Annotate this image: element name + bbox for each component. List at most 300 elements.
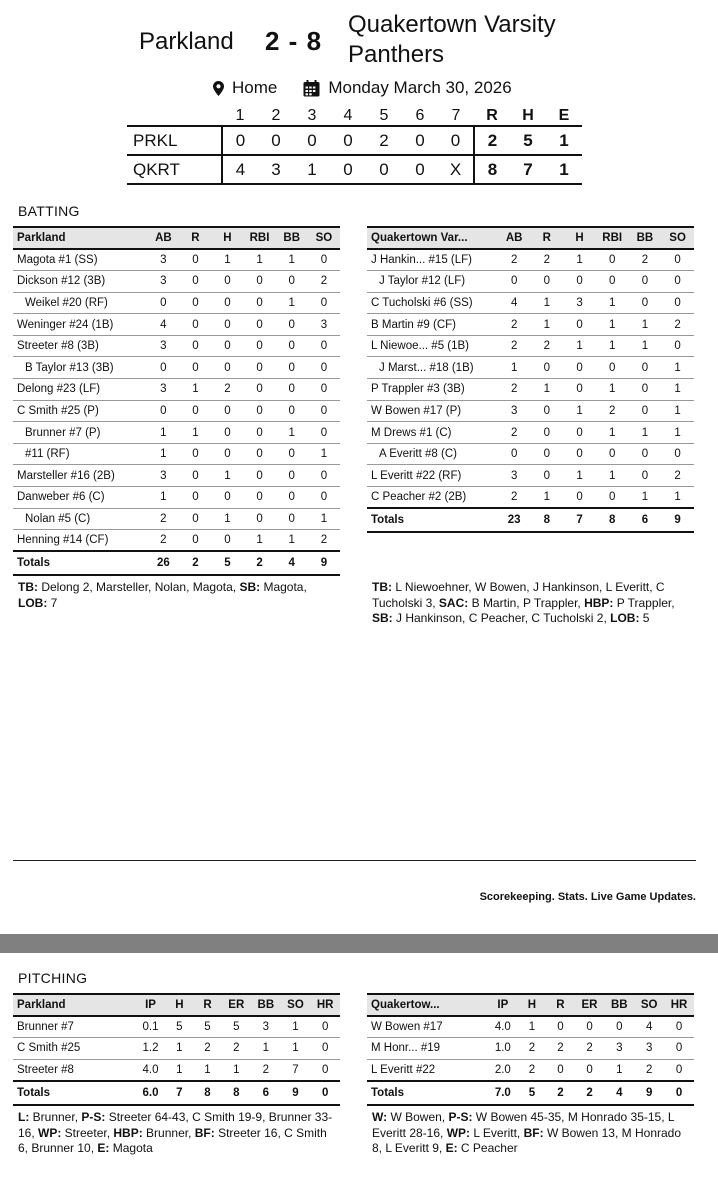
team-column-header: Parkland <box>13 227 147 249</box>
stat-cell: 2 <box>147 530 179 552</box>
player-name: J Hankin... #15 (LF) <box>367 249 498 271</box>
section-divider <box>13 860 696 861</box>
note-text: Delong 2, Marsteller, Nolan, Magota, <box>38 580 240 594</box>
stat-cell: 0 <box>179 314 211 336</box>
stat-cell: 0 <box>308 335 340 357</box>
note-label: P-S: <box>81 1110 106 1124</box>
stat-column-header: ER <box>222 994 252 1016</box>
home-team-name: Quakertown Varsity Panthers <box>348 11 556 68</box>
player-name: Streeter #8 <box>13 1059 136 1081</box>
stat-cell: 0 <box>179 530 211 552</box>
totals-cell: 23 <box>498 508 531 532</box>
inning-score: 0 <box>366 155 402 184</box>
stat-cell: 1 <box>596 422 629 444</box>
note-text: C Peacher <box>457 1141 518 1155</box>
errors-total: 1 <box>546 126 582 155</box>
inning-score: 0 <box>258 126 294 155</box>
stat-cell: 0 <box>530 443 563 465</box>
table-row <box>367 465 694 487</box>
stat-cell: 3 <box>147 379 179 401</box>
stat-cell: 0 <box>629 465 662 487</box>
player-name: B Taylor #13 (3B) <box>13 357 147 379</box>
hits-header: H <box>522 106 534 124</box>
stat-cell: 1 <box>530 487 563 509</box>
stat-cell: 4.0 <box>488 1016 518 1038</box>
stat-cell: 0 <box>243 487 275 509</box>
stat-column-header: AB <box>147 227 179 249</box>
stat-column-header: SO <box>308 227 340 249</box>
stat-cell: 1 <box>308 443 340 465</box>
totals-cell: 6.0 <box>136 1081 166 1105</box>
stat-cell: 1 <box>629 335 662 357</box>
stat-cell: 0 <box>661 443 694 465</box>
stat-cell: 0 <box>147 400 179 422</box>
inning-score: 0 <box>330 126 366 155</box>
player-name: Magota #1 (SS) <box>13 249 147 271</box>
stat-cell: 1 <box>147 487 179 509</box>
player-name: Streeter #8 (3B) <box>13 335 147 357</box>
stat-cell: 0 <box>530 271 563 293</box>
stat-cell: 0 <box>661 249 694 271</box>
calendar-icon <box>303 80 320 97</box>
note-text: L Niewoehner, W Bowen, J Hankinson, L Everitt, C Tucholski 3, <box>372 580 665 610</box>
stat-cell: 0 <box>308 487 340 509</box>
note-text: J Hankinson, C Peacher, C Tucholski 2, <box>392 611 611 625</box>
stat-cell: 0 <box>243 357 275 379</box>
stat-column-header: SO <box>634 994 664 1016</box>
stat-cell: 2 <box>498 379 531 401</box>
table-row <box>367 487 694 509</box>
stat-column-header: SO <box>661 227 694 249</box>
stat-cell: 1 <box>193 1059 221 1081</box>
note-label: W: <box>372 1110 388 1124</box>
stat-cell: 0 <box>575 1016 605 1038</box>
inning-score: 0 <box>402 155 438 184</box>
stat-cell: 1 <box>629 314 662 336</box>
stat-cell: 0 <box>546 1016 574 1038</box>
stat-cell: 1 <box>596 335 629 357</box>
runs-header: R <box>486 106 498 124</box>
stat-cell: 0 <box>147 357 179 379</box>
stat-cell: 0 <box>661 335 694 357</box>
stat-cell: 1 <box>165 1059 193 1081</box>
stat-cell: 2 <box>546 1038 574 1060</box>
stat-cell: 0 <box>211 357 243 379</box>
stat-cell: 2 <box>147 508 179 530</box>
stat-cell: 0 <box>308 422 340 444</box>
stat-cell: 0 <box>276 487 308 509</box>
inning-score: 1 <box>294 155 330 184</box>
stat-cell: 1 <box>629 422 662 444</box>
stat-cell: 2 <box>575 1038 605 1060</box>
stat-cell: 1 <box>563 400 596 422</box>
note-text: W Bowen, <box>387 1110 449 1124</box>
player-name: M Honr... #19 <box>367 1038 488 1060</box>
note-label: E: <box>445 1141 458 1155</box>
inning-score: 0 <box>438 126 474 155</box>
table-header-row <box>367 994 694 1016</box>
stat-cell: 0 <box>179 271 211 293</box>
note-label: HBP: <box>113 1125 143 1140</box>
stat-cell: 2 <box>596 400 629 422</box>
stat-cell: 1 <box>596 314 629 336</box>
stat-cell: 3 <box>147 249 179 271</box>
stat-cell: 0 <box>629 379 662 401</box>
inning-score: 0 <box>222 126 258 155</box>
player-name: Marsteller #16 (2B) <box>13 465 147 487</box>
stat-column-header: H <box>563 227 596 249</box>
stat-cell: 2 <box>498 422 531 444</box>
stat-cell: 0 <box>179 465 211 487</box>
stat-cell: 0 <box>629 443 662 465</box>
stat-cell: 2 <box>661 465 694 487</box>
stat-cell: 1 <box>276 292 308 314</box>
stat-cell: 2 <box>251 1059 281 1081</box>
pitching-table-home <box>367 993 694 1106</box>
batting-section-title: BATTING <box>18 203 80 219</box>
stat-cell: 0 <box>664 1059 694 1081</box>
stat-cell: 4 <box>634 1016 664 1038</box>
stat-cell: 0 <box>596 249 629 271</box>
stat-cell: 0 <box>276 465 308 487</box>
table-row <box>367 443 694 465</box>
stat-cell: 3 <box>147 465 179 487</box>
stat-cell: 0 <box>498 271 531 293</box>
stat-cell: 0 <box>211 422 243 444</box>
stat-column-header: RBI <box>243 227 275 249</box>
stat-cell: 2 <box>629 249 662 271</box>
totals-cell: 4 <box>276 551 308 575</box>
stat-cell: 0 <box>310 1016 340 1038</box>
stat-column-header: IP <box>136 994 166 1016</box>
stat-cell: 2 <box>518 1038 546 1060</box>
stat-cell: 0 <box>596 357 629 379</box>
stat-cell: 2 <box>498 335 531 357</box>
table-row <box>367 1038 694 1060</box>
table-row <box>13 422 340 444</box>
stat-cell: 0 <box>664 1038 694 1060</box>
stat-cell: 1 <box>222 1059 252 1081</box>
totals-cell: 7 <box>165 1081 193 1105</box>
note-text: W Bowen 45-35, M Honrado 35-15, L Everitt 28-16, <box>372 1110 675 1140</box>
table-row <box>367 335 694 357</box>
note-text: Streeter, <box>61 1125 114 1140</box>
stat-cell: 0 <box>661 292 694 314</box>
stat-column-header: R <box>179 227 211 249</box>
stat-cell: 0 <box>147 292 179 314</box>
stat-cell: 0 <box>310 1059 340 1081</box>
stat-cell: 1 <box>281 1038 311 1060</box>
table-row <box>13 357 340 379</box>
stat-cell: 1 <box>563 249 596 271</box>
stat-cell: 1 <box>243 530 275 552</box>
note-text: 5 <box>639 611 650 625</box>
stat-cell: 0 <box>211 443 243 465</box>
stat-cell: 0 <box>563 487 596 509</box>
table-row <box>13 379 340 401</box>
player-name: #11 (RF) <box>13 443 147 465</box>
stat-cell: 0 <box>276 271 308 293</box>
hits-total: 5 <box>510 126 546 155</box>
stat-cell: 3 <box>563 292 596 314</box>
totals-cell: 8 <box>193 1081 221 1105</box>
stat-cell: 4 <box>498 292 531 314</box>
note-label: L: <box>18 1110 30 1124</box>
table-row <box>13 487 340 509</box>
stat-column-header: H <box>211 227 243 249</box>
stat-cell: 1 <box>211 465 243 487</box>
note-label: BF: <box>194 1125 215 1140</box>
player-name: J Marst... #18 (1B) <box>367 357 498 379</box>
stat-cell: 0 <box>179 357 211 379</box>
location-label: Home <box>232 78 278 97</box>
player-name: L Everitt #22 <box>367 1059 488 1081</box>
note-text: Brunner, <box>142 1125 195 1140</box>
stat-cell: 1 <box>661 357 694 379</box>
batting-table-away <box>13 226 340 576</box>
table-row <box>13 508 340 530</box>
stat-cell: 1 <box>498 357 531 379</box>
stat-cell: 0.1 <box>136 1016 166 1038</box>
table-row <box>367 379 694 401</box>
stat-cell: 1 <box>661 379 694 401</box>
stat-cell: 0 <box>243 443 275 465</box>
stat-column-header: HR <box>310 994 340 1016</box>
totals-label: Totals <box>367 1081 488 1105</box>
stat-cell: 2 <box>634 1059 664 1081</box>
inning-score: X <box>438 155 474 184</box>
table-row <box>13 271 340 293</box>
stat-cell: 0 <box>563 271 596 293</box>
note-text: Streeter 16, C Smith 6, Brunner 10, <box>18 1125 327 1155</box>
stat-cell: 0 <box>546 1059 574 1081</box>
totals-cell: 9 <box>634 1081 664 1105</box>
stat-cell: 2 <box>661 314 694 336</box>
player-name: C Smith #25 <box>13 1038 136 1060</box>
totals-row <box>367 508 694 532</box>
inning-score: 0 <box>402 126 438 155</box>
stat-cell: 0 <box>243 465 275 487</box>
note-text: Streeter 64-43, C Smith 19-9, Brunner 33-16, <box>18 1110 333 1140</box>
inning-header: 5 <box>379 106 389 124</box>
totals-label: Totals <box>367 508 498 532</box>
stat-cell: 0 <box>596 487 629 509</box>
stat-cell: 0 <box>179 249 211 271</box>
stat-cell: 1 <box>563 465 596 487</box>
stat-cell: 1 <box>276 530 308 552</box>
stat-cell: 3 <box>147 335 179 357</box>
player-name: Dickson #12 (3B) <box>13 271 147 293</box>
pitching-section-title: PITCHING <box>18 970 88 986</box>
stat-cell: 1 <box>661 400 694 422</box>
totals-row <box>13 551 340 575</box>
player-name: Brunner #7 (P) <box>13 422 147 444</box>
stat-column-header: BB <box>604 994 634 1016</box>
inning-header: 2 <box>271 106 281 124</box>
note-text: Brunner, <box>29 1110 82 1124</box>
stat-column-header: BB <box>251 994 281 1016</box>
note-text: P Trappler, <box>613 595 675 610</box>
table-row <box>13 443 340 465</box>
stat-cell: 0 <box>596 443 629 465</box>
stat-cell: 0 <box>243 271 275 293</box>
table-row <box>13 1016 340 1038</box>
stat-cell: 0 <box>179 487 211 509</box>
table-row <box>367 249 694 271</box>
note-label: SAC: <box>438 595 469 610</box>
player-name: L Everitt #22 (RF) <box>367 465 498 487</box>
stat-cell: 3 <box>634 1038 664 1060</box>
stat-cell: 5 <box>193 1016 221 1038</box>
stat-cell: 0 <box>308 292 340 314</box>
team-column-header: Parkland <box>13 994 136 1016</box>
stat-cell: 0 <box>596 271 629 293</box>
stat-cell: 0 <box>276 443 308 465</box>
stat-cell: 1 <box>596 465 629 487</box>
player-name: P Trappler #3 (3B) <box>367 379 498 401</box>
stat-cell: 0 <box>563 379 596 401</box>
note-label: SB: <box>372 611 393 625</box>
table-row <box>367 422 694 444</box>
stat-cell: 1 <box>629 487 662 509</box>
stat-cell: 0 <box>211 530 243 552</box>
stat-column-header: BB <box>276 227 308 249</box>
note-label: WP: <box>38 1125 62 1140</box>
stat-cell: 0 <box>563 422 596 444</box>
linescore-row-home <box>127 155 582 184</box>
totals-cell: 9 <box>661 508 694 532</box>
totals-cell: 26 <box>147 551 179 575</box>
totals-row <box>13 1081 340 1105</box>
inning-header: 4 <box>343 106 353 124</box>
pitching-table-away <box>13 993 340 1106</box>
errors-header: E <box>558 106 570 124</box>
totals-row <box>367 1081 694 1105</box>
player-name: C Smith #25 (P) <box>13 400 147 422</box>
batting-notes-home <box>372 580 690 627</box>
totals-cell: 2 <box>546 1081 574 1105</box>
stat-cell: 0 <box>276 357 308 379</box>
inning-score: 3 <box>258 155 294 184</box>
errors-total: 1 <box>546 155 582 184</box>
totals-cell: 8 <box>222 1081 252 1105</box>
table-row <box>367 1016 694 1038</box>
stat-cell: 1 <box>518 1016 546 1038</box>
stat-cell: 0 <box>310 1038 340 1060</box>
stat-cell: 0 <box>563 443 596 465</box>
hits-total: 7 <box>510 155 546 184</box>
stat-cell: 3 <box>498 400 531 422</box>
stat-cell: 0 <box>629 271 662 293</box>
stat-cell: 1 <box>661 487 694 509</box>
stat-cell: 0 <box>530 422 563 444</box>
table-row <box>367 314 694 336</box>
stat-cell: 5 <box>222 1016 252 1038</box>
stat-cell: 0 <box>498 443 531 465</box>
inning-score: 0 <box>294 126 330 155</box>
stat-cell: 0 <box>243 335 275 357</box>
player-name: W Bowen #17 (P) <box>367 400 498 422</box>
table-row <box>367 292 694 314</box>
stat-cell: 3 <box>147 271 179 293</box>
totals-cell: 5 <box>518 1081 546 1105</box>
stat-cell: 0 <box>664 1016 694 1038</box>
totals-cell: 2 <box>575 1081 605 1105</box>
stat-cell: 4.0 <box>136 1059 166 1081</box>
map-pin-icon <box>213 81 224 96</box>
stat-cell: 1 <box>179 379 211 401</box>
pitching-notes-away <box>18 1110 340 1157</box>
totals-cell: 4 <box>604 1081 634 1105</box>
note-label: SB: <box>239 580 261 594</box>
stat-column-header: H <box>518 994 546 1016</box>
totals-cell: 0 <box>664 1081 694 1105</box>
stat-cell: 0 <box>530 465 563 487</box>
note-label: HBP: <box>584 595 614 610</box>
stat-cell: 5 <box>165 1016 193 1038</box>
table-header-row <box>13 227 340 249</box>
player-name: C Tucholski #6 (SS) <box>367 292 498 314</box>
stat-column-header: R <box>546 994 574 1016</box>
stat-column-header: AB <box>498 227 531 249</box>
stat-column-header: H <box>165 994 193 1016</box>
stat-cell: 0 <box>276 379 308 401</box>
table-row <box>13 400 340 422</box>
stat-cell: 1 <box>281 1016 311 1038</box>
team-column-header: Quakertow... <box>367 994 488 1016</box>
team-abbr: PRKL <box>127 126 222 155</box>
stat-cell: 0 <box>243 379 275 401</box>
player-name: Weninger #24 (1B) <box>13 314 147 336</box>
team-column-header: Quakertown Var... <box>367 227 498 249</box>
stat-cell: 0 <box>243 400 275 422</box>
stat-cell: 1 <box>179 422 211 444</box>
player-name: Weikel #20 (RF) <box>13 292 147 314</box>
inning-score: 4 <box>222 155 258 184</box>
stat-cell: 0 <box>243 508 275 530</box>
stat-cell: 0 <box>629 400 662 422</box>
stat-column-header: R <box>530 227 563 249</box>
totals-cell: 9 <box>281 1081 311 1105</box>
stat-cell: 0 <box>629 292 662 314</box>
stat-cell: 0 <box>661 271 694 293</box>
game-meta <box>213 78 512 98</box>
note-label: LOB: <box>610 611 640 625</box>
totals-cell: 2 <box>243 551 275 575</box>
stat-cell: 0 <box>243 314 275 336</box>
stat-column-header: RBI <box>596 227 629 249</box>
note-text: 7 <box>47 595 58 610</box>
note-label: TB: <box>18 580 38 594</box>
inning-score: 0 <box>330 155 366 184</box>
stat-cell: 1 <box>563 335 596 357</box>
stat-cell: 0 <box>179 292 211 314</box>
stat-column-header: HR <box>664 994 694 1016</box>
stat-cell: 0 <box>211 271 243 293</box>
stat-cell: 1 <box>661 422 694 444</box>
stat-cell: 2 <box>308 530 340 552</box>
totals-cell: 0 <box>310 1081 340 1105</box>
game-date: Monday March 30, 2026 <box>328 78 512 97</box>
stat-cell: 0 <box>211 400 243 422</box>
stat-cell: 0 <box>308 379 340 401</box>
player-name: Brunner #7 <box>13 1016 136 1038</box>
stat-cell: 0 <box>629 357 662 379</box>
table-row <box>367 400 694 422</box>
stat-cell: 0 <box>276 314 308 336</box>
stat-cell: 2 <box>518 1059 546 1081</box>
stat-cell: 2 <box>498 249 531 271</box>
